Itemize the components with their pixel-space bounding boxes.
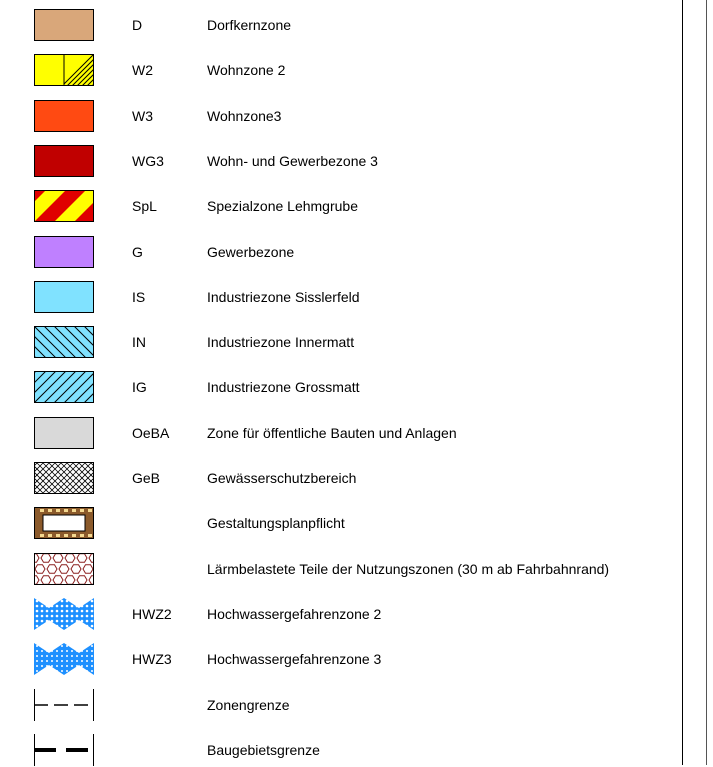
legend-row [0, 643, 680, 676]
zone-label: Zone für öffentliche Bauten und Anlagen [207, 424, 457, 441]
zone-label: Baugebietsgrenze [207, 741, 320, 758]
zone-symbol-icon [34, 326, 94, 358]
legend-row [0, 100, 680, 133]
zone-symbol-icon [34, 145, 94, 177]
legend-row [0, 417, 680, 450]
zone-code: WG3 [132, 152, 164, 169]
zone-code: D [132, 17, 143, 33]
zone-symbol-icon [34, 507, 94, 539]
zone-code: GeB [132, 470, 161, 486]
zone-label: Spezialzone Lehmgrube [207, 198, 358, 215]
frame-border-outer [706, 0, 707, 765]
zone-symbol-icon [34, 190, 94, 222]
zone-symbol-icon [34, 643, 94, 675]
zone-symbol-icon [34, 54, 94, 86]
zone-symbol-icon [34, 417, 94, 449]
legend-row [0, 371, 680, 404]
zone-label: Lärmbelastete Teile der Nutzungszonen (30 m ab Fahrbahnrand) [207, 560, 610, 577]
legend-row [0, 236, 680, 269]
zone-symbol-icon [34, 281, 94, 313]
legend-row [0, 734, 680, 767]
zone-symbol-icon [34, 9, 94, 41]
zone-code: IS [132, 288, 146, 305]
zone-label: Industriezone Grossmatt [207, 379, 360, 396]
zone-code: HWZ2 [132, 605, 172, 622]
zone-code: OeBA [132, 424, 170, 441]
zone-label: Zonengrenze [207, 696, 290, 713]
legend-row [0, 689, 680, 722]
zone-label: Gestaltungsplanpflicht [207, 515, 345, 532]
zone-code: SpL [132, 198, 157, 215]
legend-row [0, 326, 680, 359]
legend-row [0, 598, 680, 631]
legend-row [0, 507, 680, 540]
zone-symbol-icon [34, 236, 94, 268]
zone-code: HWZ3 [132, 651, 172, 668]
zone-symbol-icon [34, 462, 94, 494]
legend-row [0, 281, 680, 314]
zone-label: Industriezone Innermatt [207, 334, 355, 351]
zone-symbol-icon [34, 100, 94, 132]
zone-code: G [132, 243, 143, 260]
legend-row [0, 9, 680, 42]
zone-code: IN [132, 334, 146, 351]
zone-label: Gewerbezone [207, 243, 295, 260]
legend-row [0, 145, 680, 178]
legend-row [0, 462, 680, 495]
zone-symbol-icon [34, 553, 94, 585]
zone-symbol-icon [34, 598, 94, 630]
zone-code: W3 [132, 107, 153, 124]
zone-label: Wohn- und Gewerbezone 3 [207, 152, 378, 169]
legend-row [0, 190, 680, 223]
frame-border [682, 0, 683, 765]
zone-label: Hochwassergefahrenzone 2 [207, 605, 382, 622]
zone-code: W2 [132, 62, 153, 79]
zone-symbol-icon [34, 689, 94, 721]
zone-label: Wohnzone3 [207, 107, 282, 124]
zone-symbol-icon [34, 371, 94, 403]
zone-code: IG [132, 379, 147, 396]
zone-label: Wohnzone 2 [207, 62, 286, 79]
zone-label: Hochwassergefahrenzone 3 [207, 651, 382, 668]
legend-row [0, 553, 680, 586]
zone-label: Dorfkernzone [207, 17, 292, 33]
zone-label: Industriezone Sisslerfeld [207, 288, 360, 305]
zone-label: Gewässerschutzbereich [207, 470, 357, 486]
zone-symbol-icon [34, 734, 94, 766]
legend-row [0, 54, 680, 87]
